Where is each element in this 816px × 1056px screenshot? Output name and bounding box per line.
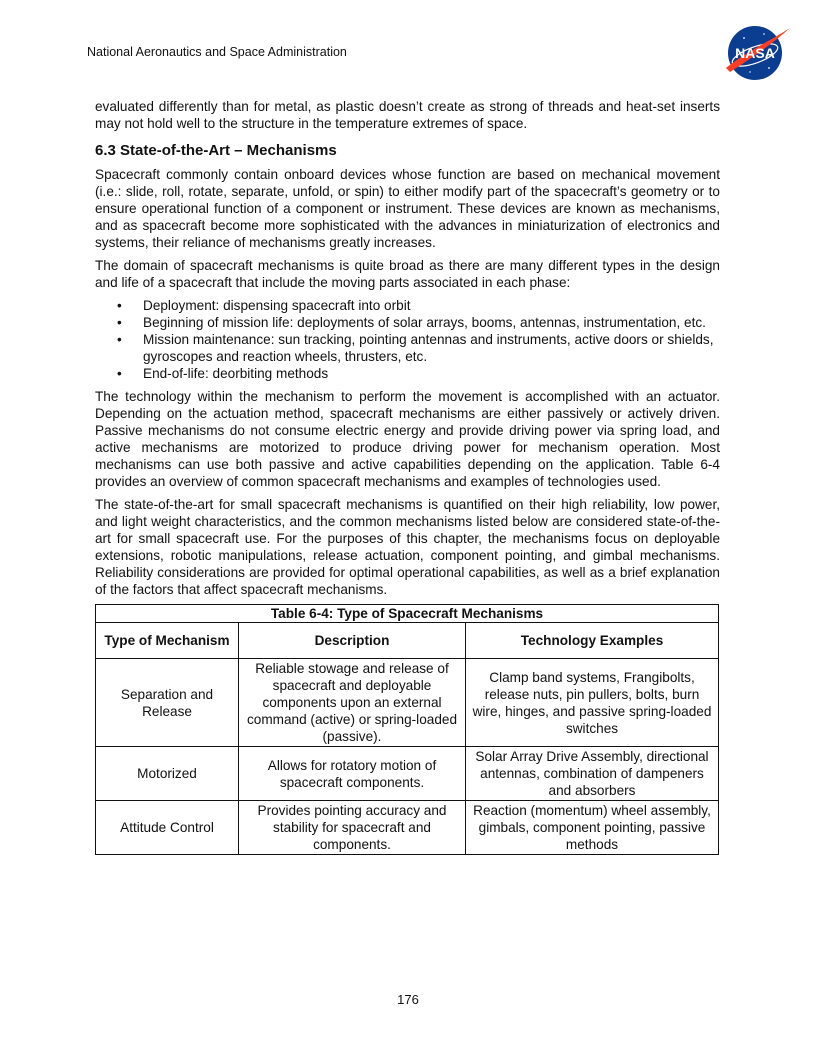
header-organization: National Aeronautics and Space Administration (87, 45, 347, 59)
cell-examples: Solar Array Drive Assembly, directional antennas, combination of dampeners and absorbers (466, 747, 719, 801)
cell-description: Reliable stowage and release of spacecraft and deployable components upon an external command (active) or spring-loaded (passive). (239, 659, 466, 747)
logo-wordmark: NASA (735, 45, 775, 61)
cell-examples: Reaction (momentum) wheel assembly, gimbals, component pointing, passive methods (466, 801, 719, 855)
section-heading: 6.3 State-of-the-Art – Mechanisms (95, 142, 337, 159)
table-header-row (96, 623, 719, 659)
paragraph-3: The technology within the mechanism to perform the movement is accomplished with an actuator. Depending on the actuation method, spacecraft mechanisms are either passively or actively driven. Passive mechanisms do not consume electric energy and provide driving power via spring load, and active mechanisms are motorized to produce driving power for mechanism operation. Most mechanisms can use both passive and active capabilities depending on the application. Table 6-4 provides an overview of common spacecraft mechanisms and examples of technologies used. (95, 389, 720, 489)
column-header-type: Type of Mechanism (96, 623, 239, 659)
table-row (96, 659, 719, 747)
intro-paragraph: evaluated differently than for metal, as plastic doesn’t create as strong of threads and heat-set inserts may not hold well to the structure in the temperature extremes of space. (95, 99, 720, 131)
cell-type: Attitude Control (96, 801, 239, 855)
table-caption: Table 6-4: Type of Spacecraft Mechanisms (96, 605, 719, 623)
list-item: • Beginning of mission life: deployments of solar arrays, booms, antennas, instrumentation, etc. (143, 314, 720, 331)
mechanisms-table (95, 604, 719, 855)
column-header-description: Description (239, 623, 466, 659)
list-item: • Mission maintenance: sun tracking, pointing antennas and instruments, active doors or shields, gyroscopes and reaction wheels, thrusters, etc. (143, 331, 720, 365)
list-item: • End-of-life: deorbiting methods (143, 365, 720, 382)
cell-description: Provides pointing accuracy and stability for spacecraft and components. (239, 801, 466, 855)
table-row (96, 801, 719, 855)
cell-examples: Clamp band systems, Frangibolts, release nuts, pin pullers, bolts, burn wire, hinges, and passive spring-loaded switches (466, 659, 719, 747)
paragraph-4: The state-of-the-art for small spacecraft mechanisms is quantified on their high reliability, low power, and light weight characteristics, and the common mechanisms listed below are considered state-of-the-art for small spacecraft use. For the purposes of this chapter, the mechanisms focus on deployable extensions, robotic manipulations, release actuation, component pointing, and gimbal mechanisms. Reliability considerations are provided for optimal operational capabilities, as well as a brief explanation of the factors that affect spacecraft mechanisms. (95, 497, 720, 597)
paragraph-2: The domain of spacecraft mechanisms is quite broad as there are many different types in the design and life of a spacecraft that include the moving parts associated in each phase: (95, 258, 720, 290)
page-number: 176 (397, 992, 419, 1007)
cell-type: Motorized (96, 747, 239, 801)
cell-type: Separation and Release (96, 659, 239, 747)
list-item: • Deployment: dispensing spacecraft into orbit (143, 297, 720, 314)
paragraph-1: Spacecraft commonly contain onboard devices whose function are based on mechanical movement (i.e.: slide, roll, rotate, separate, unfold, or spin) to either modify part of the spacecraft’s geometry or to ensure operational function of a component or instrument. These devices are known as mechanisms, and as spacecraft become more sophisticated with the advances in miniaturization of electronics and systems, their reliance of mechanisms greatly increases. (95, 167, 720, 250)
page-content (95, 98, 720, 855)
nasa-logo (722, 22, 792, 84)
column-header-examples: Technology Examples (466, 623, 719, 659)
cell-description: Allows for rotatory motion of spacecraft components. (239, 747, 466, 801)
phase-list (95, 297, 720, 382)
table-row (96, 747, 719, 801)
